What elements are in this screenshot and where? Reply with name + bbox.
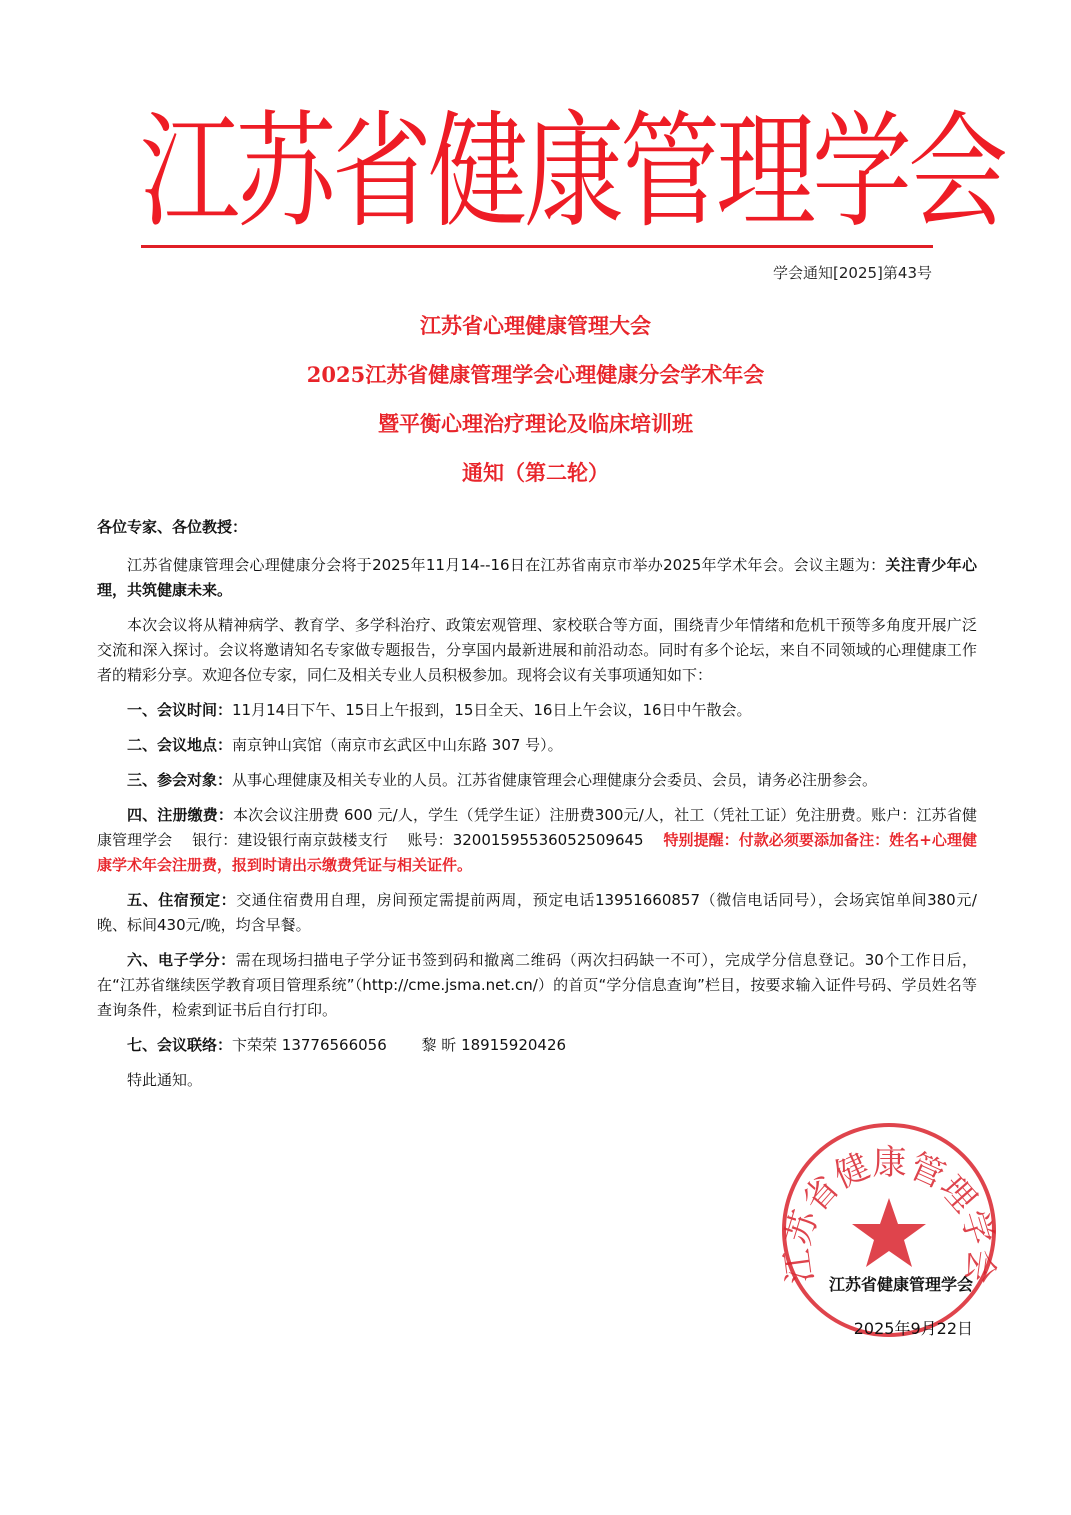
item-text: 南京钟山宾馆（南京市玄武区中山东路 307 号）。 xyxy=(232,736,563,754)
masthead-title: 江苏省健康管理学会 xyxy=(140,98,1004,245)
item-venue xyxy=(97,733,977,758)
item-text: 交通住宿费用自理，房间预定需提前两周，预定电话13951660857（微信电话同号），会场宾馆单间380元/晚、标间430元/晚，均含早餐。 xyxy=(97,891,977,934)
notice-body xyxy=(97,515,977,1093)
title-line-4: 通知（第二轮） xyxy=(462,460,609,485)
red-divider xyxy=(141,245,933,248)
official-seal xyxy=(777,1118,1002,1343)
overview-paragraph: 本次会议将从精神病学、教育学、多学科治疗、政策宏观管理、家校联合等方面，围绕青少年情绪和危机干预等多角度开展广泛交流和深入探讨。会议将邀请知名专家做专题报告，分享国内最新进展和前沿动态。同时有多个论坛，来自不同领域的心理健康工作者的精彩分享。欢迎各位专家，同仁及相关专业人员积极参加。现将会议有关事项通知如下： xyxy=(97,616,977,684)
item-label: 三、参会对象： xyxy=(127,771,233,789)
intro-text: 江苏省健康管理会心理健康分会将于2025年11月14--16日在江苏省南京市举办2025年学术年会。会议主题为： xyxy=(127,556,886,574)
meeting-theme: 关注青少年心理，共筑健康未来。 xyxy=(97,556,977,599)
salutation: 各位专家、各位教授： xyxy=(97,518,248,536)
issue-date: 2025年9月22日 xyxy=(853,1319,973,1338)
signature: 江苏省健康管理学会 xyxy=(828,1275,973,1294)
item-credits xyxy=(97,948,977,1023)
item-text: 本次会议注册费 600 元/人，学生（凭学生证）注册费300元/人，社工（凭社工证）免注册费。账户：江苏省健康管理学会 银行：建设银行南京鼓楼支行 账号：32001595536052509645 xyxy=(97,806,977,849)
seal-text-path: 江苏省健康管理学会 xyxy=(777,1143,1002,1286)
item-label: 七、会议联络： xyxy=(127,1036,233,1054)
item-accommodation xyxy=(97,888,977,938)
payment-alert: 特别提醒：付款必须要添加备注：姓名+心理健康学术年会注册费，报到时请出示缴费凭证与相关证件。 xyxy=(97,831,977,874)
document-number: 学会通知[2025]第43号 xyxy=(773,264,932,282)
item-text: 卞荣荣 13776566056 黎 昕 18915920426 xyxy=(232,1036,567,1054)
item-text: 11月14日下午、15日上午报到，15日全天、16日上午会议，16日中午散会。 xyxy=(232,701,752,719)
item-text: 需在现场扫描电子学分证书签到码和撤离二维码（两次扫码缺一不可），完成学分信息登记。30个工作日后，在“江苏省继续医学教育项目管理系统”（http://cme.jsma.net.cn/）的首页“学分信息查询”栏目，按要求输入证件号码、学员姓名等查询条件，检索到证书后自行打印。 xyxy=(97,951,977,1019)
title-line-2: 2025江苏省健康管理学会心理健康分会学术年会 xyxy=(306,362,765,387)
item-contacts xyxy=(97,1033,977,1058)
item-label: 二、会议地点： xyxy=(127,736,233,754)
item-label: 一、会议时间： xyxy=(127,701,233,719)
item-registration-fee xyxy=(97,803,977,878)
item-attendees xyxy=(97,768,977,793)
title-line-3: 暨平衡心理治疗理论及临床培训班 xyxy=(378,411,693,436)
star-icon xyxy=(852,1198,926,1267)
item-text: 从事心理健康及相关专业的人员。江苏省健康管理会心理健康分会委员、会员，请务必注册参会。 xyxy=(232,771,878,789)
title-block xyxy=(0,308,1071,504)
title-line-1: 江苏省心理健康管理大会 xyxy=(420,313,651,338)
closing-line: 特此通知。 xyxy=(127,1071,203,1089)
intro-paragraph xyxy=(97,553,977,603)
item-label: 六、电子学分： xyxy=(127,951,236,969)
item-label: 五、住宿预定： xyxy=(127,891,237,909)
item-label: 四、注册缴费： xyxy=(127,806,234,824)
item-meeting-time xyxy=(97,698,977,723)
